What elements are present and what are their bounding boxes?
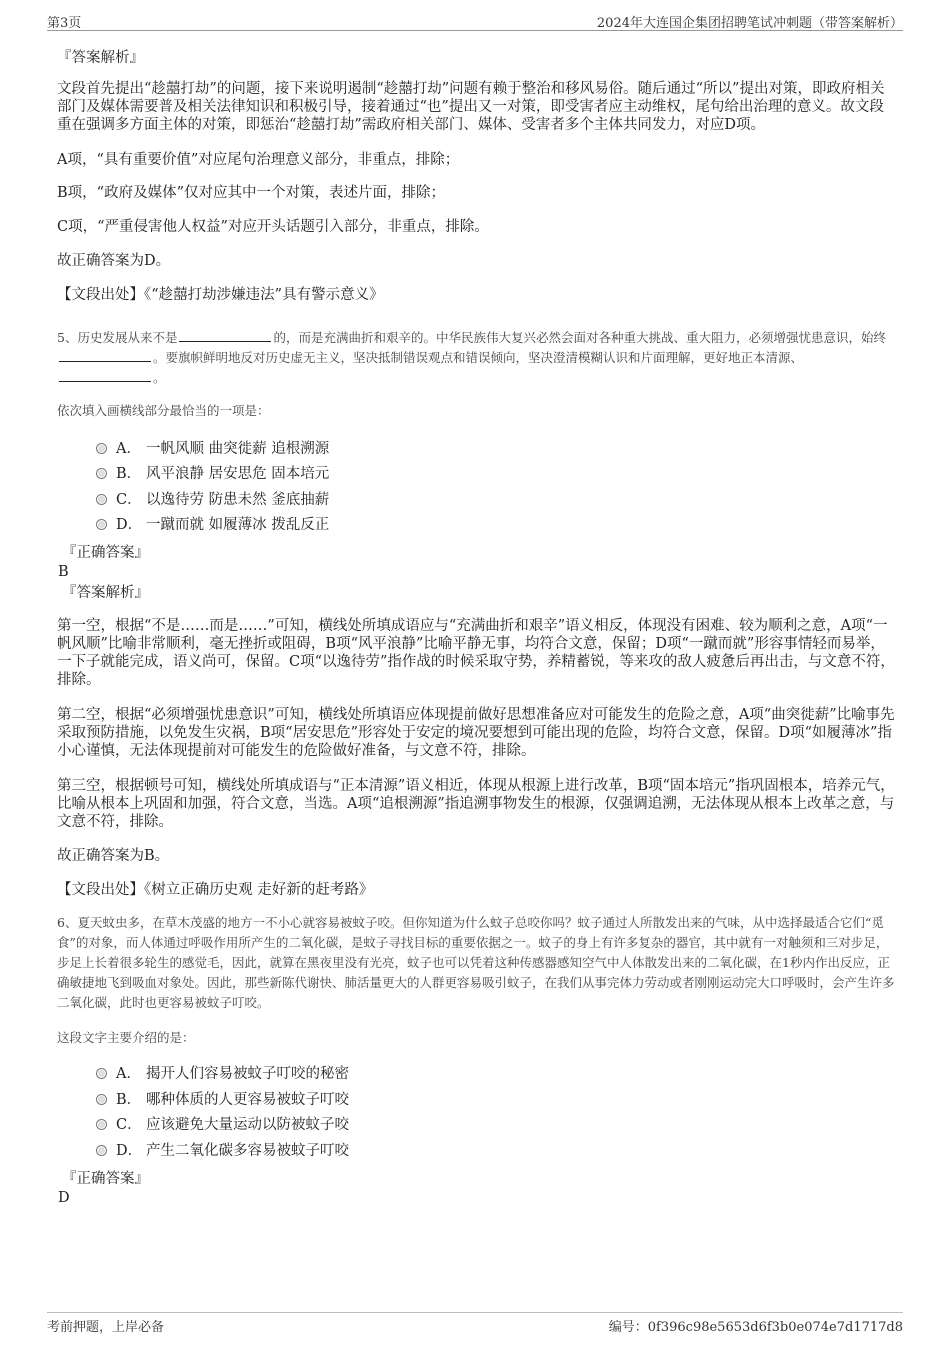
fill-blank [59,349,151,362]
footer-slogan: 考前押题，上岸必备 [47,1320,165,1335]
fill-blank [59,369,151,382]
q6-option-b[interactable]: B． 哪种体质的人更容易被蚊子叮咬 [96,1091,349,1109]
analysis-blank-1: 第一空，根据“不是……而是……”可知，横线处所填成语应与“充满曲折和艰辛”语义相反，体现没有困难、较为顺利之意，A项“一帆风顺”比喻非常顺利，毫无挫折或阻碍，B项“风平浪静”比喻平静无事，均符合文意，保留；D项“一蹴而就”形容事情轻而易举，一下子就能完成，语义尚可，保留。C项“以逸待劳”指作战的时候采取守势，养精蓄锐，等来攻的敌人疲惫后再出击，与文意不符，排除。 [57,618,895,688]
radio-button[interactable] [96,1094,107,1105]
radio-button[interactable] [96,1068,107,1079]
analysis-option-b: B项，“政府及媒体”仅对应其中一个对策，表述片面，排除； [57,185,445,201]
q6-option-c[interactable]: C． 应该避免大量运动以防被蚊子咬 [96,1116,349,1134]
document-code: 编号：0f396c98e5653d6f3b0e074e7d1717d8 [608,1320,903,1335]
page-header [47,10,903,31]
page-number: 第3页 [47,16,82,31]
analysis-option-c: C项，“严重侵害他人权益”对应开头话题引入部分，非重点，排除。 [57,219,489,235]
conclusion: 故正确答案为D。 [57,253,171,269]
analysis-label: 『答案解析』 [62,585,149,601]
fill-blank [179,329,271,342]
radio-button[interactable] [96,443,107,454]
question-6-stem: 6、夏天蚊虫多，在草木茂盛的地方一不小心就容易被蚊子咬。但你知道为什么蚊子总咬你吗？蚊子通过人所散发出来的气味，从中选择最适合它们“觅食”的对象，而人体通过呼吸作用所产生的二氧化碳，是蚊子寻找目标的重要依据之一。蚊子的身上有许多复杂的器官，其中就有一对触须和三对步足，步足上长着很多轮生的感觉毛，因此，就算在黑夜里没有光亮，蚊子也可以凭着这种传感器感知空气中人体散发出来的二氧化碳，在1秒内作出反应，正确敏捷地飞到吸血对象处。因此，那些新陈代谢快、肺活量更大的人群更容易吸引蚊子，在我们从事完体力劳动或者刚刚运动完大口呼吸时，会产生许多二氧化碳，此时也更容易被蚊子叮咬。 [57,915,895,1010]
q5-option-b[interactable]: B． 风平浪静 居安思危 固本培元 [96,465,329,483]
radio-button[interactable] [96,494,107,505]
correct-answer: D [58,1190,70,1206]
source-citation: 【文段出处】《“趁囍打劫涉嫌违法”具有警示意义》 [57,287,384,303]
answer-label: 『正确答案』 [62,545,149,561]
question-5-prompt: 依次填入画横线部分最恰当的一项是： [57,403,270,418]
answer-label: 『正确答案』 [62,1171,149,1187]
analysis-blank-2: 第二空，根据“必须增强忧患意识”可知，横线处所填语应体现提前做好思想准备应对可能发生的危险之意，A项“曲突徙薪”比喻事先采取预防措施，以免发生灾祸，B项“居安思危”形容处于安定的境况要想到可能出现的危险，均符合文意，保留。D项“如履薄冰”指小心谨慎，无法体现提前对可能发生的危险做好准备，与文意不符，排除。 [57,707,895,759]
analysis-paragraph: 文段首先提出“趁囍打劫”的问题，接下来说明遏制“趁囍打劫”问题有赖于整治和移风易俗。随后通过“所以”提出对策，即政府相关部门及媒体需要普及相关法律知识和积极引导，接着通过“也”提出又一对策，即受害者应主动维权，尾句给出治理的意义。故文段重在强调多方面主体的对策，即惩治“趁囍打劫”需政府相关部门、媒体、受害者多个主体共同发力，对应D项。 [57,81,885,133]
q6-option-d[interactable]: D． 产生二氧化碳多容易被蚊子叮咬 [96,1142,349,1160]
q6-option-a[interactable]: A． 揭开人们容易被蚊子叮咬的秘密 [96,1065,349,1083]
radio-button[interactable] [96,468,107,479]
conclusion: 故正确答案为B。 [57,848,170,864]
q5-option-a[interactable]: A． 一帆风顺 曲突徙薪 追根溯源 [96,440,329,458]
analysis-blank-3: 第三空，根据顿号可知，横线处所填成语与“正本清源”语义相近，体现从根源上进行改革，B项“固本培元”指巩固根本，培养元气，比喻从根本上巩固和加强，符合文意，当选。A项“追根溯源”指追溯事物发生的根源，仅强调追溯，无法体现从根本上改革之意，与文意不符，排除。 [57,778,895,830]
document-title: 2024年大连国企集团招聘笔试冲刺题（带答案解析） [596,16,903,31]
source-citation: 【文段出处】《树立正确历史观 走好新的赶考路》 [57,882,374,898]
q5-option-c[interactable]: C． 以逸待劳 防患未然 釜底抽薪 [96,491,329,509]
q5-option-d[interactable]: D． 一蹴而就 如履薄冰 拨乱反正 [96,516,329,534]
correct-answer: B [58,564,69,580]
radio-button[interactable] [96,519,107,530]
radio-button[interactable] [96,1119,107,1130]
question-6-prompt: 这段文字主要介绍的是： [57,1030,195,1045]
analysis-label: 『答案解析』 [57,50,144,66]
radio-button[interactable] [96,1145,107,1156]
question-5-stem: 5、历史发展从来不是 的，而是充满曲折和艰辛的。中华民族伟大复兴必然会面对各种重大挑战、重大阻力，必须增强忧患意识，始终。要旗帜鲜明地反对历史虚无主义，坚决抵制错误观点和错误倾向，坚决澄清模糊认识和片面理解，更好地正本清源、。 [57,330,886,385]
analysis-option-a: A项，“具有重要价值”对应尾句治理意义部分，非重点，排除； [57,152,460,168]
page-footer [47,1312,903,1335]
